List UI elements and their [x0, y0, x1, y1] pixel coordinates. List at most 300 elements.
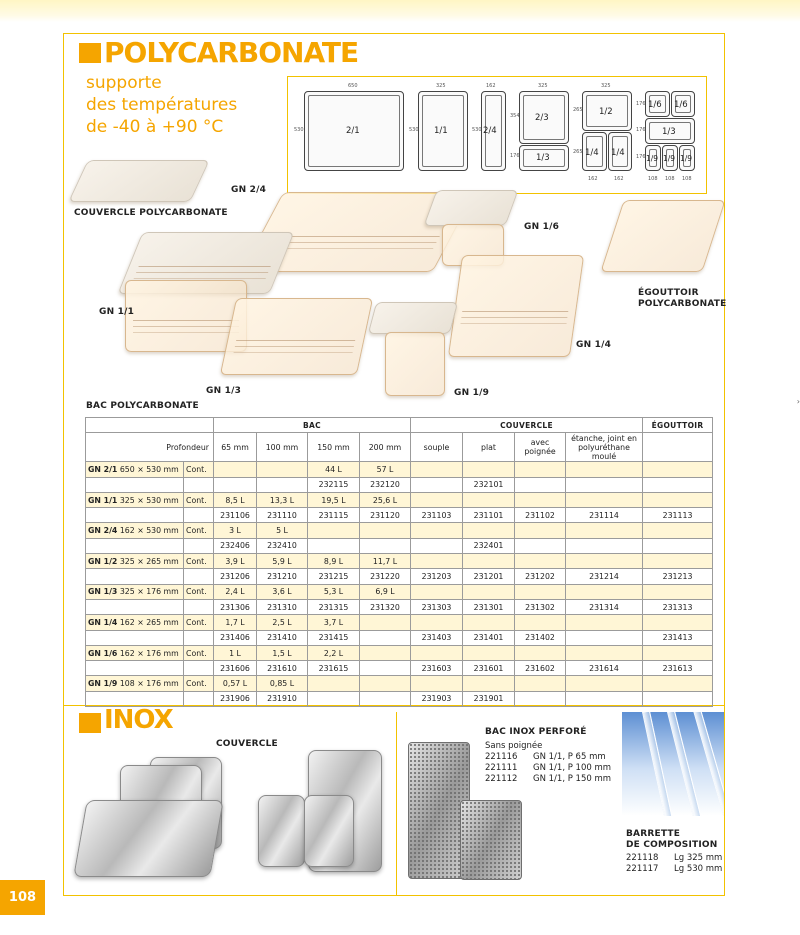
ref-cell — [643, 477, 713, 492]
ref-cell — [515, 477, 566, 492]
perfore-title: BAC INOX PERFORÉ — [485, 727, 587, 737]
table-row-refs — [86, 538, 713, 553]
gn-label — [86, 462, 184, 477]
diagram-dim: 354 — [510, 113, 520, 119]
empty-cell — [566, 676, 643, 691]
empty-cell — [463, 645, 515, 660]
ref-cell: 231115 — [308, 508, 360, 523]
polycarbonate-subtitle — [86, 72, 286, 138]
table-row-refs — [86, 477, 713, 492]
capacity-cell: 5 L — [257, 523, 308, 538]
empty-cell — [411, 554, 463, 569]
empty-cell — [566, 645, 643, 660]
cont-label: Cont. — [184, 554, 214, 569]
capacity-cell — [308, 523, 360, 538]
empty-cell — [411, 676, 463, 691]
capacity-cell: 2,5 L — [257, 615, 308, 630]
gn-size-diagram — [287, 76, 707, 194]
gn-size: 162 × 176 mm — [119, 648, 179, 658]
diagram-dim: 162 — [486, 83, 496, 89]
capacity-cell: 5,9 L — [257, 554, 308, 569]
diagram-dim: 325 — [436, 83, 446, 89]
ref-cell: 232401 — [463, 538, 515, 553]
table-row-capacity — [86, 462, 713, 477]
empty-cell — [515, 554, 566, 569]
inox-square-icon — [79, 713, 101, 733]
inox-pan-image — [258, 795, 305, 867]
empty-cell — [86, 508, 184, 523]
diagram-dim: 325 — [538, 83, 548, 89]
ref-cell: 231101 — [463, 508, 515, 523]
capacity-cell: 3,6 L — [257, 584, 308, 599]
capacity-cell — [360, 615, 411, 630]
barrette-title: BARRETTE — [626, 829, 681, 839]
table-row-refs — [86, 630, 713, 645]
ref-cell: 231206 — [214, 569, 257, 584]
table-row-capacity — [86, 676, 713, 691]
capacity-cell: 11,7 L — [360, 554, 411, 569]
ref-cell: 231215 — [308, 569, 360, 584]
gn-name: GN 2/1 — [88, 464, 118, 474]
empty-cell — [643, 615, 713, 630]
ref-cell: 231106 — [214, 508, 257, 523]
capacity-cell: 2,2 L — [308, 645, 360, 660]
diagram-label: 1/9 — [646, 154, 659, 163]
gn-1-3-image — [220, 298, 373, 375]
diagram-dim: 530 — [409, 127, 419, 133]
capacity-cell — [214, 462, 257, 477]
diagram-label: 1/6 — [648, 100, 662, 110]
inox-couvercle-caption: COUVERCLE — [216, 739, 278, 749]
ref-cell: 231214 — [566, 569, 643, 584]
item-desc: Lg 325 mm — [674, 853, 723, 863]
capacity-cell: 3 L — [214, 523, 257, 538]
capacity-cell: 8,9 L — [308, 554, 360, 569]
ref-cell: 231410 — [257, 630, 308, 645]
ref-cell: 231203 — [411, 569, 463, 584]
gn-label — [86, 676, 184, 691]
col-header: 150 mm — [308, 433, 360, 462]
capacity-cell: 0,57 L — [214, 676, 257, 691]
ref-cell: 232406 — [214, 538, 257, 553]
gn-label — [86, 645, 184, 660]
diagram-dim: 530 — [294, 127, 304, 133]
gn-size: 108 × 176 mm — [119, 679, 179, 689]
ref-cell: 231114 — [566, 508, 643, 523]
ref-cell: 231320 — [360, 599, 411, 614]
ref-cell — [360, 661, 411, 676]
ref-cell: 231113 — [643, 508, 713, 523]
cont-label: Cont. — [184, 584, 214, 599]
empty-cell — [566, 492, 643, 507]
egouttoir-caption: POLYCARBONATE — [638, 299, 727, 309]
ref-cell: 231303 — [411, 599, 463, 614]
ref-cell: 231401 — [463, 630, 515, 645]
ref-cell: 231906 — [214, 691, 257, 706]
diagram-label: 1/3 — [662, 127, 676, 137]
subtitle-line: des températures — [86, 95, 238, 115]
gn-name: GN 2/4 — [88, 526, 118, 536]
ref-cell — [515, 538, 566, 553]
perfore-list — [485, 741, 611, 785]
perfore-subtitle: Sans poignée — [485, 741, 543, 751]
capacity-cell — [308, 676, 360, 691]
gn-name: GN 1/2 — [88, 556, 118, 566]
bac-inox-perfore-image — [460, 800, 522, 880]
diagram-dim: 325 — [601, 83, 611, 89]
gn-size: 325 × 265 mm — [119, 556, 179, 566]
egouttoir-caption: ÉGOUTTOIR — [638, 288, 699, 298]
empty-cell — [643, 462, 713, 477]
empty-cell — [411, 523, 463, 538]
diagram-dim: 265 — [573, 149, 583, 155]
capacity-cell — [257, 462, 308, 477]
capacity-cell: 2,4 L — [214, 584, 257, 599]
ref-cell: 231220 — [360, 569, 411, 584]
cont-label: Cont. — [184, 645, 214, 660]
empty-cell — [463, 462, 515, 477]
empty-cell — [184, 691, 214, 706]
item-code: 221116 — [485, 752, 518, 762]
empty-cell — [411, 615, 463, 630]
diagram-label: 1/6 — [674, 100, 688, 110]
empty-cell — [184, 599, 214, 614]
inox-divider — [396, 712, 397, 896]
capacity-cell: 1,5 L — [257, 645, 308, 660]
gn-name: GN 1/9 — [88, 679, 118, 689]
col-header: 65 mm — [214, 433, 257, 462]
capacity-cell: 1 L — [214, 645, 257, 660]
table-body — [86, 462, 713, 707]
ref-cell: 231415 — [308, 630, 360, 645]
capacity-cell — [360, 523, 411, 538]
ref-cell: 231613 — [643, 661, 713, 676]
ref-cell: 231602 — [515, 661, 566, 676]
empty-cell — [515, 462, 566, 477]
item-code: 221112 — [485, 774, 518, 784]
capacity-cell: 57 L — [360, 462, 411, 477]
diagram-dim: 108 — [682, 176, 692, 182]
ref-cell — [360, 630, 411, 645]
gn-2-4-caption: GN 2/4 — [231, 185, 267, 195]
empty-cell — [463, 492, 515, 507]
subtitle-line: de -40 à +90 °C — [86, 117, 224, 137]
polycarbonate-table — [85, 417, 712, 707]
table-row-refs — [86, 599, 713, 614]
ref-cell: 232115 — [308, 477, 360, 492]
ref-cell: 231315 — [308, 599, 360, 614]
gn-1-9-lid-image — [368, 302, 459, 334]
ref-cell: 232410 — [257, 538, 308, 553]
gn-label — [86, 523, 184, 538]
inox-title: INOX — [104, 705, 173, 735]
item-desc: GN 1/1, P 100 mm — [533, 763, 612, 773]
capacity-cell: 19,5 L — [308, 492, 360, 507]
diagram-dim: 265 — [573, 107, 583, 113]
ref-cell — [308, 691, 360, 706]
empty-cell — [184, 569, 214, 584]
empty-cell — [463, 523, 515, 538]
couvercle-polycarbonate-image — [68, 160, 210, 202]
empty-cell — [86, 661, 184, 676]
table-row-capacity — [86, 645, 713, 660]
empty-cell — [566, 462, 643, 477]
empty-cell — [515, 645, 566, 660]
barrette-title: DE COMPOSITION — [626, 840, 718, 850]
ref-cell — [308, 538, 360, 553]
gn-size: 325 × 176 mm — [119, 587, 179, 597]
gn-name: GN 1/3 — [88, 587, 118, 597]
empty-cell — [643, 676, 713, 691]
capacity-cell: 1,7 L — [214, 615, 257, 630]
list-item — [485, 752, 611, 763]
ref-cell — [515, 691, 566, 706]
ref-cell: 231610 — [257, 661, 308, 676]
list-item — [626, 853, 722, 864]
item-desc: GN 1/1, P 150 mm — [533, 774, 612, 784]
cont-label: Cont. — [184, 523, 214, 538]
empty-cell — [411, 462, 463, 477]
group-couvercle: COUVERCLE — [411, 418, 643, 433]
item-code: 221117 — [626, 864, 659, 874]
barrette-list — [626, 853, 722, 875]
empty-cell — [184, 477, 214, 492]
ref-cell — [360, 691, 411, 706]
empty-cell — [86, 538, 184, 553]
ref-cell: 231306 — [214, 599, 257, 614]
ref-cell: 231202 — [515, 569, 566, 584]
barrette-image — [622, 712, 724, 816]
table-row-capacity — [86, 523, 713, 538]
empty-cell — [463, 584, 515, 599]
page-number: 108 — [0, 880, 45, 915]
ref-cell — [411, 538, 463, 553]
cont-label: Cont. — [184, 462, 214, 477]
empty-cell — [643, 554, 713, 569]
gn-1-4-image — [448, 255, 584, 357]
col-header — [643, 433, 713, 462]
ref-cell: 231603 — [411, 661, 463, 676]
table-row-capacity — [86, 584, 713, 599]
ref-cell: 231102 — [515, 508, 566, 523]
empty-cell — [643, 523, 713, 538]
group-bac: BAC — [214, 418, 411, 433]
ref-cell: 231103 — [411, 508, 463, 523]
ref-cell: 231903 — [411, 691, 463, 706]
gn-name: GN 1/6 — [88, 648, 118, 658]
top-band — [0, 0, 800, 22]
diagram-dim: 176 — [636, 154, 646, 160]
empty-cell — [515, 584, 566, 599]
capacity-cell: 0,85 L — [257, 676, 308, 691]
diagram-label: 1/1 — [434, 126, 448, 136]
empty-cell — [566, 523, 643, 538]
col-header: étanche, joint en polyuréthane moulé — [566, 433, 643, 462]
empty-cell — [463, 676, 515, 691]
diagram-label: 1/2 — [599, 107, 613, 117]
col-header: 200 mm — [360, 433, 411, 462]
list-item — [485, 763, 611, 774]
diagram-dim: 108 — [648, 176, 658, 182]
ref-cell: 231301 — [463, 599, 515, 614]
capacity-cell: 8,5 L — [214, 492, 257, 507]
ref-cell: 231210 — [257, 569, 308, 584]
empty-cell — [566, 615, 643, 630]
empty-cell — [411, 492, 463, 507]
capacity-cell: 13,3 L — [257, 492, 308, 507]
ref-cell: 231901 — [463, 691, 515, 706]
col-header: plat — [463, 433, 515, 462]
table-row-refs — [86, 661, 713, 676]
ref-cell — [566, 691, 643, 706]
diagram-label: 1/9 — [663, 154, 676, 163]
table-row-capacity — [86, 554, 713, 569]
gn-label — [86, 584, 184, 599]
empty-cell — [566, 554, 643, 569]
ref-cell: 231110 — [257, 508, 308, 523]
diagram-dim: 108 — [665, 176, 675, 182]
empty-cell — [184, 661, 214, 676]
ref-cell: 232120 — [360, 477, 411, 492]
ref-cell — [360, 538, 411, 553]
edge-mark: › — [796, 397, 800, 406]
ref-cell — [257, 477, 308, 492]
capacity-cell: 44 L — [308, 462, 360, 477]
profondeur-header: Profondeur — [86, 433, 214, 462]
gn-label — [86, 554, 184, 569]
table-row-capacity — [86, 615, 713, 630]
cont-label: Cont. — [184, 676, 214, 691]
ref-cell: 231402 — [515, 630, 566, 645]
diagram-label: 1/4 — [611, 148, 625, 158]
empty-cell — [566, 584, 643, 599]
ref-cell: 231601 — [463, 661, 515, 676]
ref-cell — [411, 477, 463, 492]
ref-cell: 231313 — [643, 599, 713, 614]
ref-cell: 231910 — [257, 691, 308, 706]
bac-polycarbonate-caption: BAC POLYCARBONATE — [86, 401, 199, 411]
ref-cell: 231310 — [257, 599, 308, 614]
diagram-dim: 176 — [510, 153, 520, 159]
item-code: 221111 — [485, 763, 518, 773]
gn-size: 162 × 530 mm — [119, 526, 179, 536]
empty-cell — [411, 584, 463, 599]
group-egouttoir: ÉGOUTTOIR — [643, 418, 713, 433]
col-header: avec poignée — [515, 433, 566, 462]
item-desc: Lg 530 mm — [674, 864, 723, 874]
diagram-label: 2/1 — [346, 126, 360, 136]
ref-cell — [214, 477, 257, 492]
table-row-refs — [86, 569, 713, 584]
empty-cell — [184, 538, 214, 553]
empty-cell — [515, 523, 566, 538]
empty-cell — [86, 630, 184, 645]
diagram-label: 2/3 — [535, 113, 549, 123]
gn-size: 325 × 530 mm — [119, 495, 179, 505]
empty-cell — [643, 645, 713, 660]
gn-1-1-caption: GN 1/1 — [99, 307, 135, 317]
ref-cell: 231302 — [515, 599, 566, 614]
empty-cell — [411, 645, 463, 660]
diagram-dim: 162 — [614, 176, 624, 182]
capacity-cell: 3,7 L — [308, 615, 360, 630]
empty-cell — [184, 630, 214, 645]
empty-cell — [86, 599, 184, 614]
ref-cell — [566, 538, 643, 553]
table-row-capacity — [86, 492, 713, 507]
capacity-cell: 25,6 L — [360, 492, 411, 507]
gn-size: 650 × 530 mm — [119, 464, 179, 474]
subtitle-line: supporte — [86, 73, 162, 93]
ref-cell — [566, 630, 643, 645]
diagram-dim: 176 — [636, 101, 646, 107]
diagram-dim: 162 — [588, 176, 598, 182]
gn-label — [86, 492, 184, 507]
diagram-label: 2/4 — [483, 126, 497, 136]
ref-cell — [643, 538, 713, 553]
polycarbonate-title: POLYCARBONATE — [104, 36, 359, 69]
diagram-dim: 650 — [348, 83, 358, 89]
ref-cell: 231201 — [463, 569, 515, 584]
list-item — [485, 774, 611, 785]
ref-cell: 231403 — [411, 630, 463, 645]
capacity-cell: 6,9 L — [360, 584, 411, 599]
capacity-cell — [360, 645, 411, 660]
ref-cell — [643, 691, 713, 706]
empty-cell — [515, 492, 566, 507]
gn-1-6-caption: GN 1/6 — [524, 222, 560, 232]
inox-lid-handle-image — [73, 800, 224, 877]
polycarbonate-square-icon — [79, 43, 101, 63]
gn-name: GN 1/1 — [88, 495, 118, 505]
ref-cell: 231314 — [566, 599, 643, 614]
cont-label: Cont. — [184, 492, 214, 507]
empty-cell — [643, 584, 713, 599]
table-row-refs — [86, 508, 713, 523]
table-row-refs — [86, 691, 713, 706]
ref-cell: 231406 — [214, 630, 257, 645]
ref-cell: 231120 — [360, 508, 411, 523]
col-header: 100 mm — [257, 433, 308, 462]
inox-pan-image — [304, 795, 354, 867]
item-desc: GN 1/1, P 65 mm — [533, 752, 606, 762]
table-corner — [86, 418, 214, 433]
ref-cell: 231213 — [643, 569, 713, 584]
empty-cell — [86, 569, 184, 584]
capacity-cell: 5,3 L — [308, 584, 360, 599]
item-code: 221118 — [626, 853, 659, 863]
empty-cell — [643, 492, 713, 507]
empty-cell — [515, 676, 566, 691]
ref-cell: 231614 — [566, 661, 643, 676]
gn-1-9-image — [385, 332, 445, 396]
diagram-label: 1/4 — [585, 148, 599, 158]
empty-cell — [86, 477, 184, 492]
ref-cell: 231606 — [214, 661, 257, 676]
couvercle-polycarbonate-caption: COUVERCLE POLYCARBONATE — [74, 208, 228, 218]
capacity-cell: 3,9 L — [214, 554, 257, 569]
list-item — [626, 864, 722, 875]
col-header: souple — [411, 433, 463, 462]
ref-cell: 231615 — [308, 661, 360, 676]
gn-size: 162 × 265 mm — [119, 617, 179, 627]
diagram-dim: 176 — [636, 127, 646, 133]
gn-name: GN 1/4 — [88, 617, 118, 627]
gn-1-3-caption: GN 1/3 — [206, 386, 242, 396]
cont-label: Cont. — [184, 615, 214, 630]
empty-cell — [463, 554, 515, 569]
diagram-dim: 530 — [472, 127, 482, 133]
